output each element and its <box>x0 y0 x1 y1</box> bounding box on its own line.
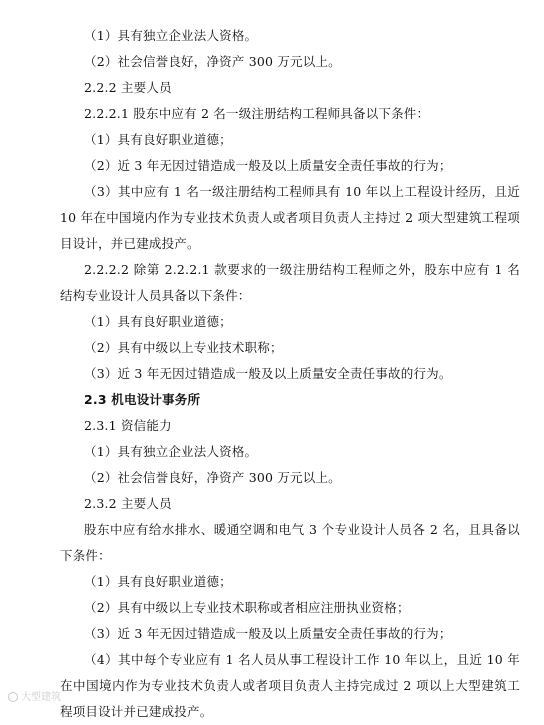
section-heading: 2.2.2 主要人员 <box>84 80 172 95</box>
subsection-heading: 2.3.2 主要人员 <box>84 496 172 511</box>
requirement-item: （1）具有独立企业法人资格。 <box>84 28 258 43</box>
clause-paragraph: 2.2.2.2 除第 2.2.2.1 款要求的一级注册结构工程师之外，股东中应有 1 名结构专业设计人员具备以下条件： <box>60 262 520 303</box>
subsection-heading: 2.3.1 资信能力 <box>84 418 172 433</box>
requirement-item: （2）具有中级以上专业技术职称或者相应注册执业资格； <box>84 600 410 615</box>
requirement-item: （3）近 3 年无因过错造成一般及以上质量安全责任事故的行为； <box>84 626 452 641</box>
clause-paragraph: 股东中应有给水排水、暖通空调和电气 3 个专业设计人员各 2 名，且具备以下条件： <box>60 522 520 563</box>
watermark-text: 大型建筑 <box>21 692 61 703</box>
requirement-item: （3）近 3 年无因过错造成一般及以上质量安全责任事故的行为。 <box>84 366 452 381</box>
requirement-item: （1）具有良好职业道德； <box>84 574 232 589</box>
watermark-logo-icon <box>8 692 18 702</box>
requirement-item: （2）社会信誉良好，净资产 300 万元以上。 <box>84 54 341 69</box>
requirement-item: （2）社会信誉良好，净资产 300 万元以上。 <box>84 470 341 485</box>
requirement-item: （1）具有独立企业法人资格。 <box>84 444 258 459</box>
requirement-item: （1）具有良好职业道德； <box>84 132 232 147</box>
requirement-item: （1）具有良好职业道德； <box>84 314 232 329</box>
section-title: 2.3 机电设计事务所 <box>84 392 201 407</box>
requirement-paragraph: （3）其中应有 1 名一级注册结构工程师具有 10 年以上工程设计经历，且近 10 年在中国境内作为专业技术负责人或者项目负责人主持过 2 项大型建筑工程项目设计，并已建成投产。 <box>60 184 520 251</box>
requirement-item: （2）近 3 年无因过错造成一般及以上质量安全责任事故的行为； <box>84 158 452 173</box>
watermark <box>8 688 61 703</box>
requirement-item: （2）具有中级以上专业技术职称； <box>84 340 283 355</box>
requirement-paragraph: （4）其中每个专业应有 1 名人员从事工程设计工作 10 年以上，且近 10 年在中国境内作为专业技术负责人或者项目负责人主持完成过 2 项以上大型建筑工程项目设计并已建成投产。 <box>60 652 520 719</box>
clause-text: 2.2.2.1 股东中应有 2 名一级注册结构工程师具备以下条件： <box>84 106 430 121</box>
